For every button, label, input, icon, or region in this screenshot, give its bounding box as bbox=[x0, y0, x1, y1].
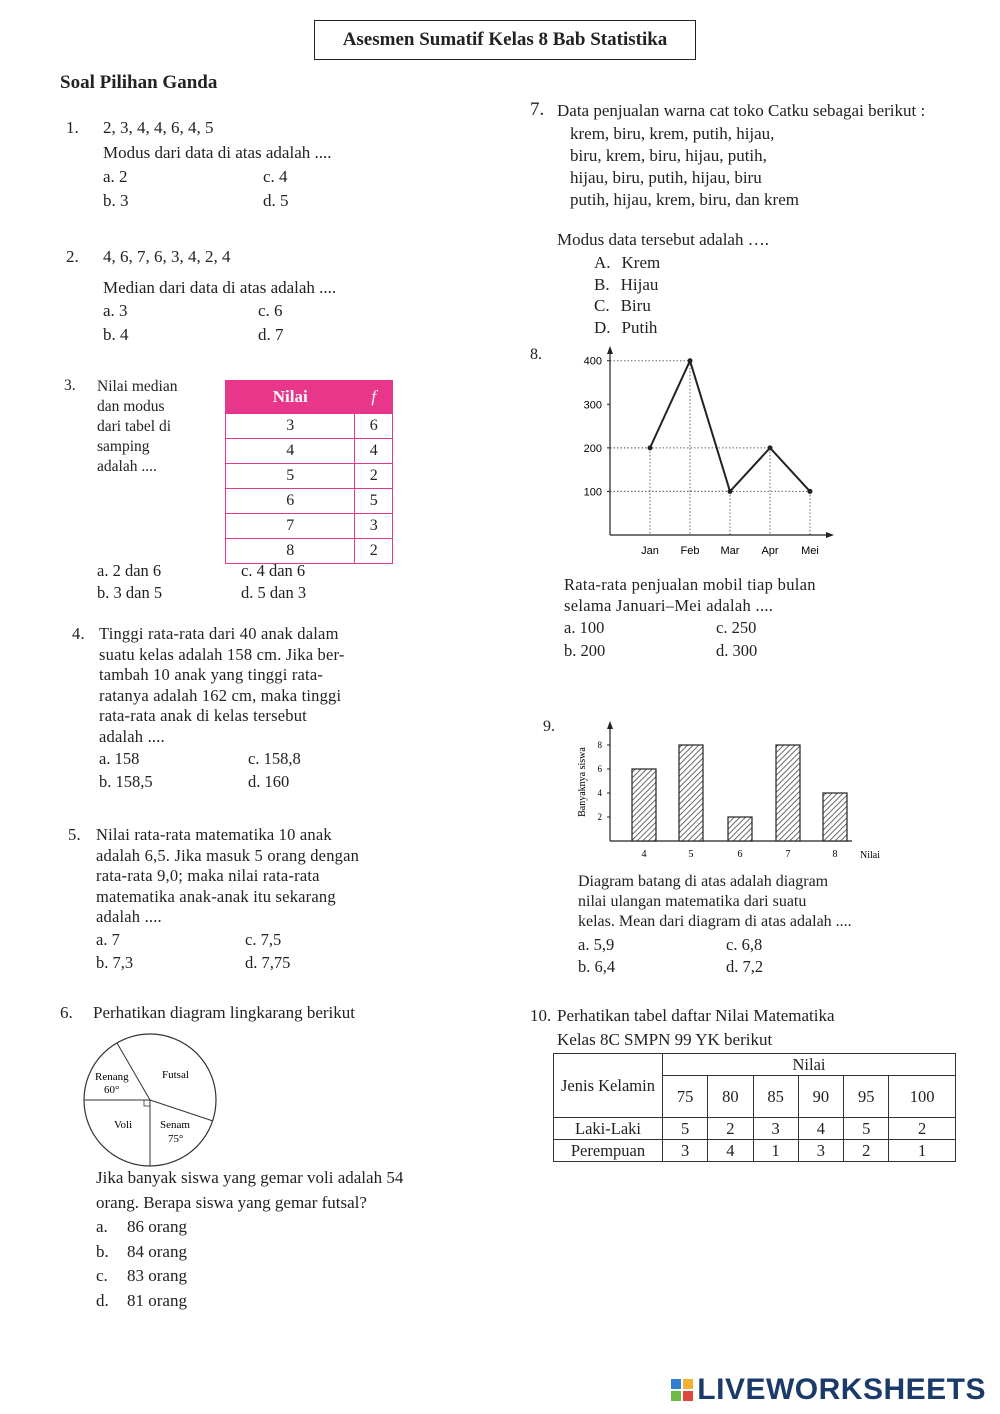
y-tick-label: 400 bbox=[583, 355, 602, 368]
q8-option-b[interactable]: b. 200 bbox=[564, 641, 606, 660]
pie-label-senam-deg: 75° bbox=[168, 1133, 184, 1145]
header-score: 85 bbox=[753, 1076, 798, 1118]
q2-number: 2. bbox=[66, 247, 79, 266]
q6-option-d[interactable] bbox=[96, 1289, 187, 1313]
q7-line: hijau, biru, putih, hijau, biru bbox=[570, 168, 762, 187]
x-tick-label: Apr bbox=[761, 545, 779, 557]
y-tick-label: 4 bbox=[597, 788, 602, 798]
bar bbox=[728, 817, 752, 841]
q8-option-a[interactable]: a. 100 bbox=[564, 618, 605, 637]
table-cell: 6 bbox=[355, 414, 393, 439]
option-text: Biru bbox=[620, 296, 651, 315]
q1-option-d[interactable]: d. 5 bbox=[263, 191, 289, 210]
header-nilai: Nilai bbox=[663, 1054, 956, 1076]
option-letter: b. bbox=[96, 1242, 109, 1261]
bar bbox=[679, 745, 703, 841]
q8-number: 8. bbox=[530, 346, 542, 363]
q6-option-c[interactable] bbox=[96, 1264, 187, 1288]
brand-name: LIVEWORKSHEETS bbox=[697, 1373, 986, 1406]
option-letter: B. bbox=[594, 274, 610, 294]
table-cell: 2 bbox=[889, 1118, 956, 1140]
q8-option-c[interactable]: c. 250 bbox=[716, 618, 757, 637]
q2-option-a[interactable]: a. 3 bbox=[103, 301, 128, 320]
table-row bbox=[226, 464, 393, 489]
q1-number: 1. bbox=[66, 118, 79, 137]
table-cell: 3 bbox=[355, 514, 393, 539]
table-cell: 2 bbox=[355, 464, 393, 489]
table-cell: 5 bbox=[663, 1118, 708, 1140]
x-tick-label: Jan bbox=[641, 545, 659, 557]
y-axis-label: Banyaknya siswa bbox=[577, 747, 588, 817]
q8-option-d[interactable]: d. 300 bbox=[716, 641, 758, 660]
q8-text bbox=[564, 574, 816, 616]
q4-option-a[interactable]: a. 158 bbox=[99, 749, 140, 768]
q3-line: Nilai median bbox=[97, 378, 178, 395]
q9-line: nilai ulangan matematika dari suatu bbox=[578, 893, 807, 910]
q4-option-b[interactable]: b. 158,5 bbox=[99, 772, 153, 791]
table-row bbox=[226, 439, 393, 464]
header-score: 95 bbox=[844, 1076, 889, 1118]
q1-question: Modus dari data di atas adalah .... bbox=[103, 143, 332, 162]
q4-line: rata-rata anak di kelas tersebut bbox=[99, 706, 307, 725]
q6-option-a[interactable] bbox=[96, 1215, 187, 1239]
pie-label-renang: Renang bbox=[95, 1071, 129, 1083]
y-tick-label: 200 bbox=[583, 442, 602, 455]
option-letter: c. bbox=[96, 1266, 108, 1285]
table-row bbox=[554, 1140, 956, 1162]
logo-icon bbox=[671, 1379, 693, 1401]
table-row bbox=[226, 414, 393, 439]
pie-label-voli: Voli bbox=[114, 1119, 133, 1131]
q4-option-d[interactable]: d. 160 bbox=[248, 772, 290, 791]
q5-option-c[interactable]: c. 7,5 bbox=[245, 930, 282, 949]
q6-pie-chart bbox=[78, 1030, 223, 1170]
q1-option-a[interactable]: a. 2 bbox=[103, 167, 128, 186]
q7-line: krem, biru, krem, putih, hijau, bbox=[570, 124, 775, 143]
row-label: Perempuan bbox=[554, 1140, 663, 1162]
table-cell: 2 bbox=[355, 539, 393, 564]
table-row bbox=[226, 514, 393, 539]
bar bbox=[776, 745, 800, 841]
table-cell: 2 bbox=[708, 1118, 753, 1140]
q9-line: kelas. Mean dari diagram di atas adalah .... bbox=[578, 913, 852, 930]
pie-label-futsal: Futsal bbox=[162, 1069, 189, 1081]
x-tick-label: 6 bbox=[737, 849, 743, 860]
q4-text bbox=[99, 624, 345, 747]
q3-table-header-nilai: Nilai bbox=[226, 381, 355, 414]
bar bbox=[632, 769, 656, 841]
q5-option-a[interactable]: a. 7 bbox=[96, 930, 120, 949]
table-cell: 5 bbox=[844, 1118, 889, 1140]
q5-option-d[interactable]: d. 7,75 bbox=[245, 953, 291, 972]
q2-option-c[interactable]: c. 6 bbox=[258, 301, 283, 320]
x-tick-label: 7 bbox=[785, 849, 791, 860]
q6-line2: orang. Berapa siswa yang gemar futsal? bbox=[96, 1193, 367, 1212]
data-point bbox=[688, 358, 693, 363]
table-cell: 4 bbox=[355, 439, 393, 464]
series-line bbox=[650, 361, 810, 492]
page-title: Asesmen Sumatif Kelas 8 Bab Statistika bbox=[314, 20, 696, 60]
q5-line: matematika anak-anak itu sekarang bbox=[96, 886, 336, 906]
x-tick-label: 4 bbox=[641, 849, 647, 860]
pie-label-senam: Senam bbox=[160, 1119, 190, 1131]
table-cell: 3 bbox=[663, 1140, 708, 1162]
x-tick-label: 8 bbox=[832, 849, 838, 860]
data-point bbox=[728, 489, 733, 494]
header-score: 75 bbox=[663, 1076, 708, 1118]
y-tick-label: 8 bbox=[597, 740, 602, 750]
q3-text bbox=[97, 377, 178, 477]
q7-option-d[interactable] bbox=[594, 317, 660, 339]
q6-option-b[interactable] bbox=[96, 1240, 187, 1264]
q3-line: dan modus bbox=[97, 398, 165, 415]
q3-option-b[interactable]: b. 3 dan 5 bbox=[97, 583, 163, 602]
option-text: 83 orang bbox=[127, 1266, 187, 1285]
q1-option-b[interactable]: b. 3 bbox=[103, 191, 129, 210]
q6-number: 6. bbox=[60, 1003, 73, 1022]
option-text: Putih bbox=[621, 317, 658, 337]
table-cell: 4 bbox=[226, 439, 355, 464]
x-axis-arrow bbox=[826, 532, 834, 538]
q4-line: suatu kelas adalah 158 cm. Jika ber- bbox=[99, 644, 345, 664]
header-score: 90 bbox=[798, 1076, 843, 1118]
table-cell: 5 bbox=[355, 489, 393, 514]
q3-line: adalah .... bbox=[97, 458, 157, 475]
q8-line2: selama Januari–Mei adalah .... bbox=[564, 596, 774, 615]
q5-line: Nilai rata-rata matematika 10 anak bbox=[96, 825, 332, 844]
q7-option-a[interactable] bbox=[594, 252, 660, 274]
y-tick-label: 2 bbox=[597, 812, 602, 822]
x-axis-label: Nilai bbox=[860, 850, 880, 861]
q3-line: dari tabel di bbox=[97, 418, 172, 435]
option-text: 86 orang bbox=[127, 1217, 187, 1236]
q4-line: adalah .... bbox=[99, 726, 165, 746]
liveworksheets-logo[interactable] bbox=[671, 1373, 986, 1407]
data-point bbox=[648, 445, 653, 450]
right-angle-mark bbox=[144, 1100, 150, 1106]
q9-option-c[interactable]: c. 6,8 bbox=[726, 935, 763, 954]
header-jenis-kelamin: Jenis Kelamin bbox=[554, 1054, 663, 1118]
q3-line: samping bbox=[97, 438, 150, 455]
table-cell: 6 bbox=[226, 489, 355, 514]
q4-number: 4. bbox=[72, 624, 85, 643]
q1-data: 2, 3, 4, 4, 6, 4, 5 bbox=[103, 118, 214, 137]
table-cell: 3 bbox=[798, 1140, 843, 1162]
q5-text bbox=[96, 825, 359, 928]
q4-line: tambah 10 anak yang tinggi rata- bbox=[99, 665, 324, 684]
data-point bbox=[768, 445, 773, 450]
q7-intro: Data penjualan warna cat toko Catku sebagai berikut : bbox=[557, 101, 926, 120]
header-score: 100 bbox=[889, 1076, 956, 1118]
q6-line1: Jika banyak siswa yang gemar voli adalah 54 bbox=[96, 1168, 404, 1187]
table-row bbox=[554, 1118, 956, 1140]
x-tick-label: 5 bbox=[688, 849, 694, 860]
q10-score-table bbox=[553, 1053, 956, 1162]
option-text: 84 orang bbox=[127, 1242, 187, 1261]
q9-line: Diagram batang di atas adalah diagram bbox=[578, 873, 829, 890]
q8-line1: Rata-rata penjualan mobil tiap bulan bbox=[564, 575, 816, 594]
q7-option-b[interactable] bbox=[594, 274, 660, 296]
table-cell: 1 bbox=[753, 1140, 798, 1162]
q7-line: biru, krem, biru, hijau, putih, bbox=[570, 146, 767, 165]
q9-number: 9. bbox=[543, 718, 555, 735]
q7-option-c[interactable] bbox=[594, 295, 660, 317]
option-letter: D. bbox=[594, 317, 611, 337]
table-cell: 8 bbox=[226, 539, 355, 564]
bar bbox=[823, 793, 847, 841]
y-axis-arrow bbox=[607, 721, 613, 729]
data-point bbox=[808, 489, 813, 494]
option-text: Krem bbox=[621, 253, 661, 272]
pie-label-renang-deg: 60° bbox=[104, 1084, 120, 1096]
option-text: 81 orang bbox=[127, 1291, 187, 1310]
q10-number: 10. bbox=[530, 1006, 552, 1025]
option-letter: C. bbox=[594, 296, 610, 315]
q7-options bbox=[594, 252, 660, 338]
y-tick-label: 6 bbox=[597, 764, 602, 774]
q7-number: 7. bbox=[530, 99, 545, 120]
q5-line: adalah .... bbox=[96, 907, 162, 926]
q2-option-d[interactable]: d. 7 bbox=[258, 325, 284, 344]
q3-option-d[interactable]: d. 5 dan 3 bbox=[241, 583, 307, 602]
section-heading: Soal Pilihan Ganda bbox=[60, 72, 218, 93]
q3-table-header-f: f bbox=[355, 381, 393, 414]
table-cell: 4 bbox=[798, 1118, 843, 1140]
q4-line: Tinggi rata-rata dari 40 anak dalam bbox=[99, 624, 339, 643]
q8-line-chart bbox=[560, 340, 850, 565]
q6-intro: Perhatikan diagram lingkarang berikut bbox=[93, 1003, 355, 1022]
q7-data bbox=[570, 123, 799, 211]
q5-option-b[interactable]: b. 7,3 bbox=[96, 953, 134, 972]
table-cell: 7 bbox=[226, 514, 355, 539]
q9-option-d[interactable]: d. 7,2 bbox=[726, 957, 764, 976]
table-cell: 5 bbox=[226, 464, 355, 489]
table-cell: 4 bbox=[708, 1140, 753, 1162]
q3-option-a[interactable]: a. 2 dan 6 bbox=[97, 561, 162, 580]
q2-option-b[interactable]: b. 4 bbox=[103, 325, 129, 344]
option-text: Hijau bbox=[620, 274, 659, 294]
q3-frequency-table bbox=[225, 380, 393, 564]
q2-question: Median dari data di atas adalah .... bbox=[103, 278, 337, 297]
y-tick-label: 100 bbox=[583, 486, 602, 499]
x-tick-label: Mei bbox=[801, 545, 819, 557]
pie-divider bbox=[150, 1100, 213, 1121]
table-cell: 3 bbox=[753, 1118, 798, 1140]
row-label: Laki-Laki bbox=[554, 1118, 663, 1140]
q3-option-c[interactable]: c. 4 dan 6 bbox=[241, 561, 306, 580]
q9-text bbox=[578, 872, 852, 932]
q1-option-c[interactable]: c. 4 bbox=[263, 167, 288, 186]
table-cell: 1 bbox=[889, 1140, 956, 1162]
y-axis-arrow bbox=[607, 346, 613, 354]
table-cell: 2 bbox=[844, 1140, 889, 1162]
q7-line: putih, hijau, krem, biru, dan krem bbox=[570, 190, 799, 209]
table-row bbox=[226, 489, 393, 514]
q4-line: ratanya adalah 162 cm, maka tinggi bbox=[99, 685, 342, 705]
q2-data: 4, 6, 7, 6, 3, 4, 2, 4 bbox=[103, 247, 231, 266]
q9-option-a[interactable]: a. 5,9 bbox=[578, 935, 615, 954]
q5-line: adalah 6,5. Jika masuk 5 orang dengan bbox=[96, 845, 360, 865]
table-row bbox=[226, 539, 393, 564]
q5-number: 5. bbox=[68, 825, 81, 844]
option-letter: A. bbox=[594, 253, 611, 272]
y-tick-label: 300 bbox=[583, 399, 602, 412]
table-cell: 3 bbox=[226, 414, 355, 439]
q3-number: 3. bbox=[64, 377, 76, 394]
q10-line1: Perhatikan tabel daftar Nilai Matematika bbox=[557, 1006, 835, 1025]
q9-option-b[interactable]: b. 6,4 bbox=[578, 957, 616, 976]
q5-line: rata-rata 9,0; maka nilai rata-rata bbox=[96, 866, 320, 885]
header-score: 80 bbox=[708, 1076, 753, 1118]
option-letter: d. bbox=[96, 1291, 109, 1310]
option-letter: a. bbox=[96, 1217, 108, 1236]
x-tick-label: Feb bbox=[680, 545, 700, 557]
q10-line2: Kelas 8C SMPN 99 YK berikut bbox=[557, 1030, 773, 1049]
q7-question: Modus data tersebut adalah …. bbox=[557, 230, 769, 249]
x-tick-label: Mar bbox=[720, 545, 740, 557]
q9-bar-chart bbox=[570, 715, 890, 865]
q4-option-c[interactable]: c. 158,8 bbox=[248, 749, 301, 768]
